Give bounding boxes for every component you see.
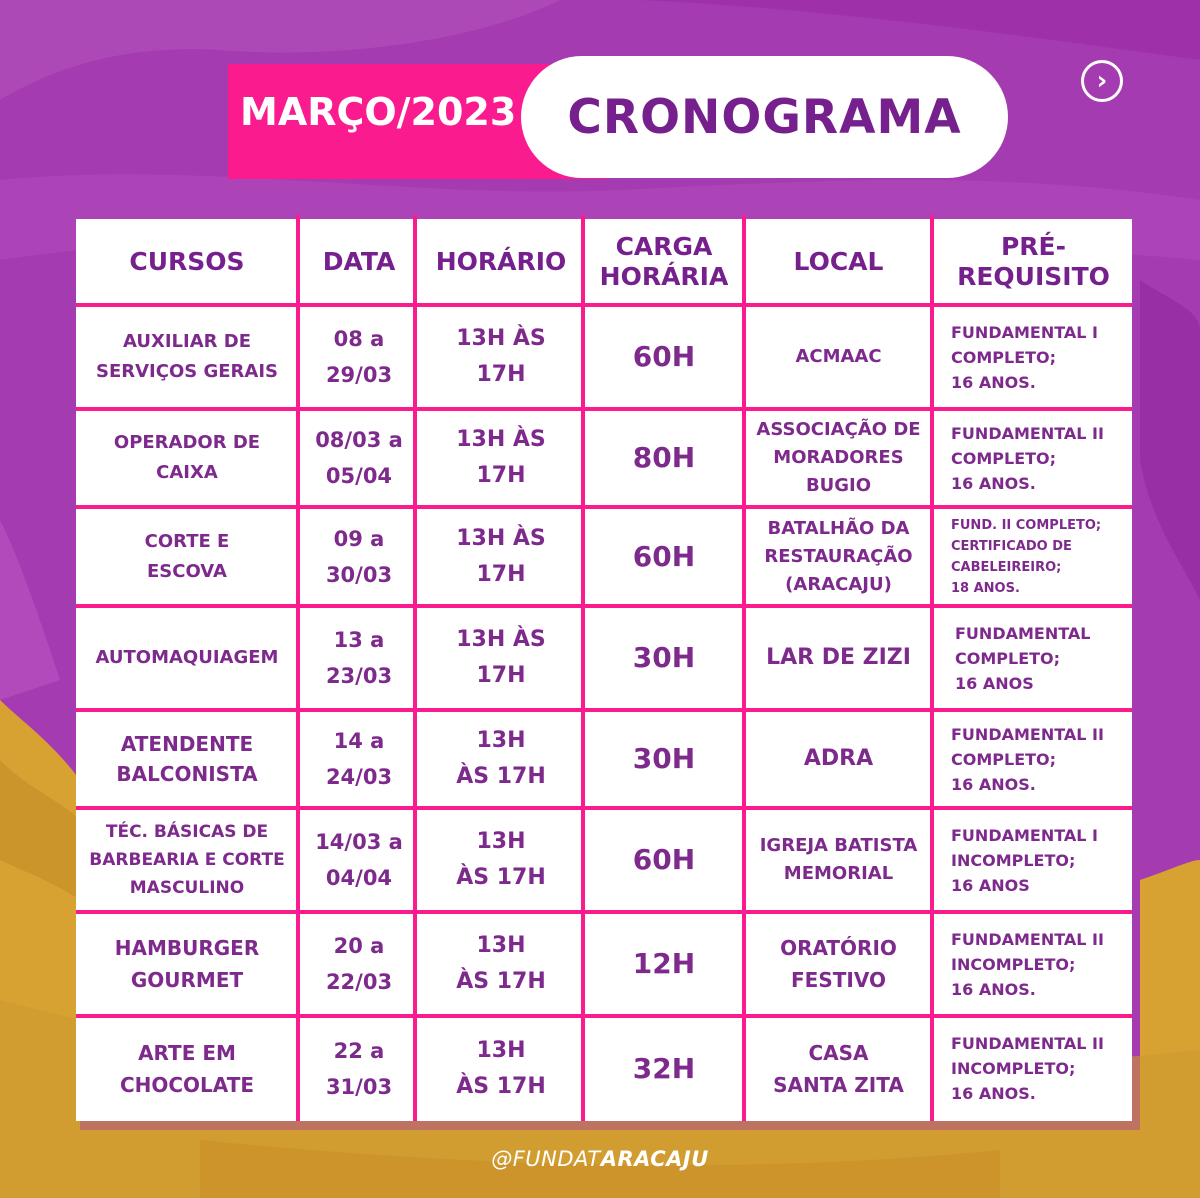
date-cell: 09 a 30/03	[325, 526, 393, 587]
course-cell: AUTOMAQUIAGEM	[95, 647, 279, 668]
date-cell: 14/03 a 04/04	[315, 830, 403, 890]
column-divider	[742, 215, 746, 1121]
time-cell: 13H ÀS 17H	[456, 326, 546, 387]
prerequisite-cell: FUNDAMENTAL COMPLETO; 16 ANOS	[955, 623, 1091, 693]
page-title: CRONOGRAMA	[567, 89, 962, 145]
time-cell: 13H ÀS 17H	[456, 1037, 546, 1099]
course-cell: ARTE EM CHOCOLATE	[119, 1040, 255, 1097]
column-divider	[413, 215, 417, 1121]
date-cell: 13 a 23/03	[325, 628, 393, 688]
row-divider	[76, 303, 1132, 307]
date-cell: 08 a 29/03	[325, 327, 393, 387]
row-divider	[76, 407, 1132, 411]
prerequisite-cell: FUNDAMENTAL II INCOMPLETO; 16 ANOS.	[951, 1034, 1104, 1103]
chevron-right-icon: ›	[1096, 66, 1108, 96]
course-cell: TÉC. BÁSICAS DE BARBEARIA E CORTE MASCULINO	[89, 822, 285, 898]
location-cell: CASA SANTA ZITA	[773, 1040, 904, 1097]
column-header-workload: CARGA HORÁRIA	[599, 232, 729, 291]
location-cell: ADRA	[803, 746, 874, 771]
row-divider	[76, 505, 1132, 509]
time-cell: 13H ÀS 17H	[456, 728, 546, 789]
workload-cell: 60H	[632, 843, 696, 876]
date-cell: 08/03 a 05/04	[315, 428, 403, 488]
social-handle	[0, 1147, 1200, 1171]
time-cell: 13H ÀS 17H	[456, 829, 546, 890]
month-label: MARÇO/2023	[240, 90, 517, 134]
workload-cell: 60H	[632, 340, 696, 373]
course-cell: OPERADOR DE CAIXA	[113, 432, 261, 483]
row-divider	[76, 806, 1132, 810]
prerequisite-cell: FUNDAMENTAL I COMPLETO; 16 ANOS.	[951, 322, 1098, 392]
prerequisite-cell: FUNDAMENTAL II COMPLETO; 16 ANOS.	[951, 423, 1104, 493]
time-cell: 13H ÀS 17H	[456, 525, 546, 587]
prerequisite-cell: FUNDAMENTAL II INCOMPLETO; 16 ANOS.	[951, 929, 1104, 999]
row-divider	[76, 708, 1132, 712]
course-cell: ATENDENTE BALCONISTA	[116, 732, 258, 786]
workload-cell: 60H	[632, 539, 696, 573]
title-pill	[521, 56, 1008, 178]
workload-cell: 32H	[632, 1051, 696, 1085]
location-cell: ASSOCIAÇÃO DE MORADORES BUGIO	[756, 419, 921, 496]
date-cell: 14 a 24/03	[325, 729, 393, 789]
social-handle-bold: ARACAJU	[600, 1147, 709, 1171]
prerequisite-cell: FUND. II COMPLETO; CERTIFICADO DE CABELEIREIRO; 18 ANOS.	[951, 517, 1102, 596]
column-header-time: HORÁRIO	[435, 247, 567, 276]
next-button[interactable]	[1081, 60, 1123, 102]
column-divider	[296, 215, 300, 1121]
date-cell: 20 a 22/03	[325, 934, 393, 994]
workload-cell: 30H	[632, 742, 696, 775]
time-cell: 13H ÀS 17H	[456, 933, 546, 994]
location-cell: ORATÓRIO FESTIVO	[780, 936, 897, 992]
location-cell: BATALHÃO DA RESTAURAÇÃO (ARACAJU)	[764, 517, 913, 595]
column-header-location: LOCAL	[793, 247, 884, 276]
course-cell: HAMBURGER GOURMET	[114, 936, 260, 992]
location-cell: IGREJA BATISTA MEMORIAL	[759, 835, 918, 884]
column-header-prerequisite: PRÉ- REQUISITO	[957, 232, 1110, 291]
column-divider	[930, 215, 934, 1121]
schedule-table	[76, 219, 1132, 1121]
course-cell: CORTE E ESCOVA	[144, 530, 230, 582]
row-divider	[76, 910, 1132, 914]
workload-cell: 30H	[632, 641, 696, 674]
workload-cell: 12H	[632, 947, 696, 980]
prerequisite-cell: FUNDAMENTAL I INCOMPLETO; 16 ANOS	[951, 825, 1098, 895]
column-header-date: DATA	[322, 247, 396, 276]
column-divider	[581, 215, 585, 1121]
prerequisite-cell: FUNDAMENTAL II COMPLETO; 16 ANOS.	[951, 724, 1104, 794]
time-cell: 13H ÀS 17H	[456, 427, 546, 488]
course-cell: AUXILIAR DE SERVIÇOS GERAIS	[95, 331, 278, 382]
social-handle-prefix: @FUNDAT	[491, 1147, 601, 1171]
row-divider	[76, 604, 1132, 608]
column-header-courses: CURSOS	[129, 247, 245, 276]
workload-cell: 80H	[632, 441, 696, 474]
location-cell: ACMAAC	[795, 346, 882, 367]
time-cell: 13H ÀS 17H	[456, 627, 546, 688]
row-divider	[76, 1014, 1132, 1018]
date-cell: 22 a 31/03	[325, 1038, 393, 1099]
location-cell: LAR DE ZIZI	[766, 645, 911, 670]
